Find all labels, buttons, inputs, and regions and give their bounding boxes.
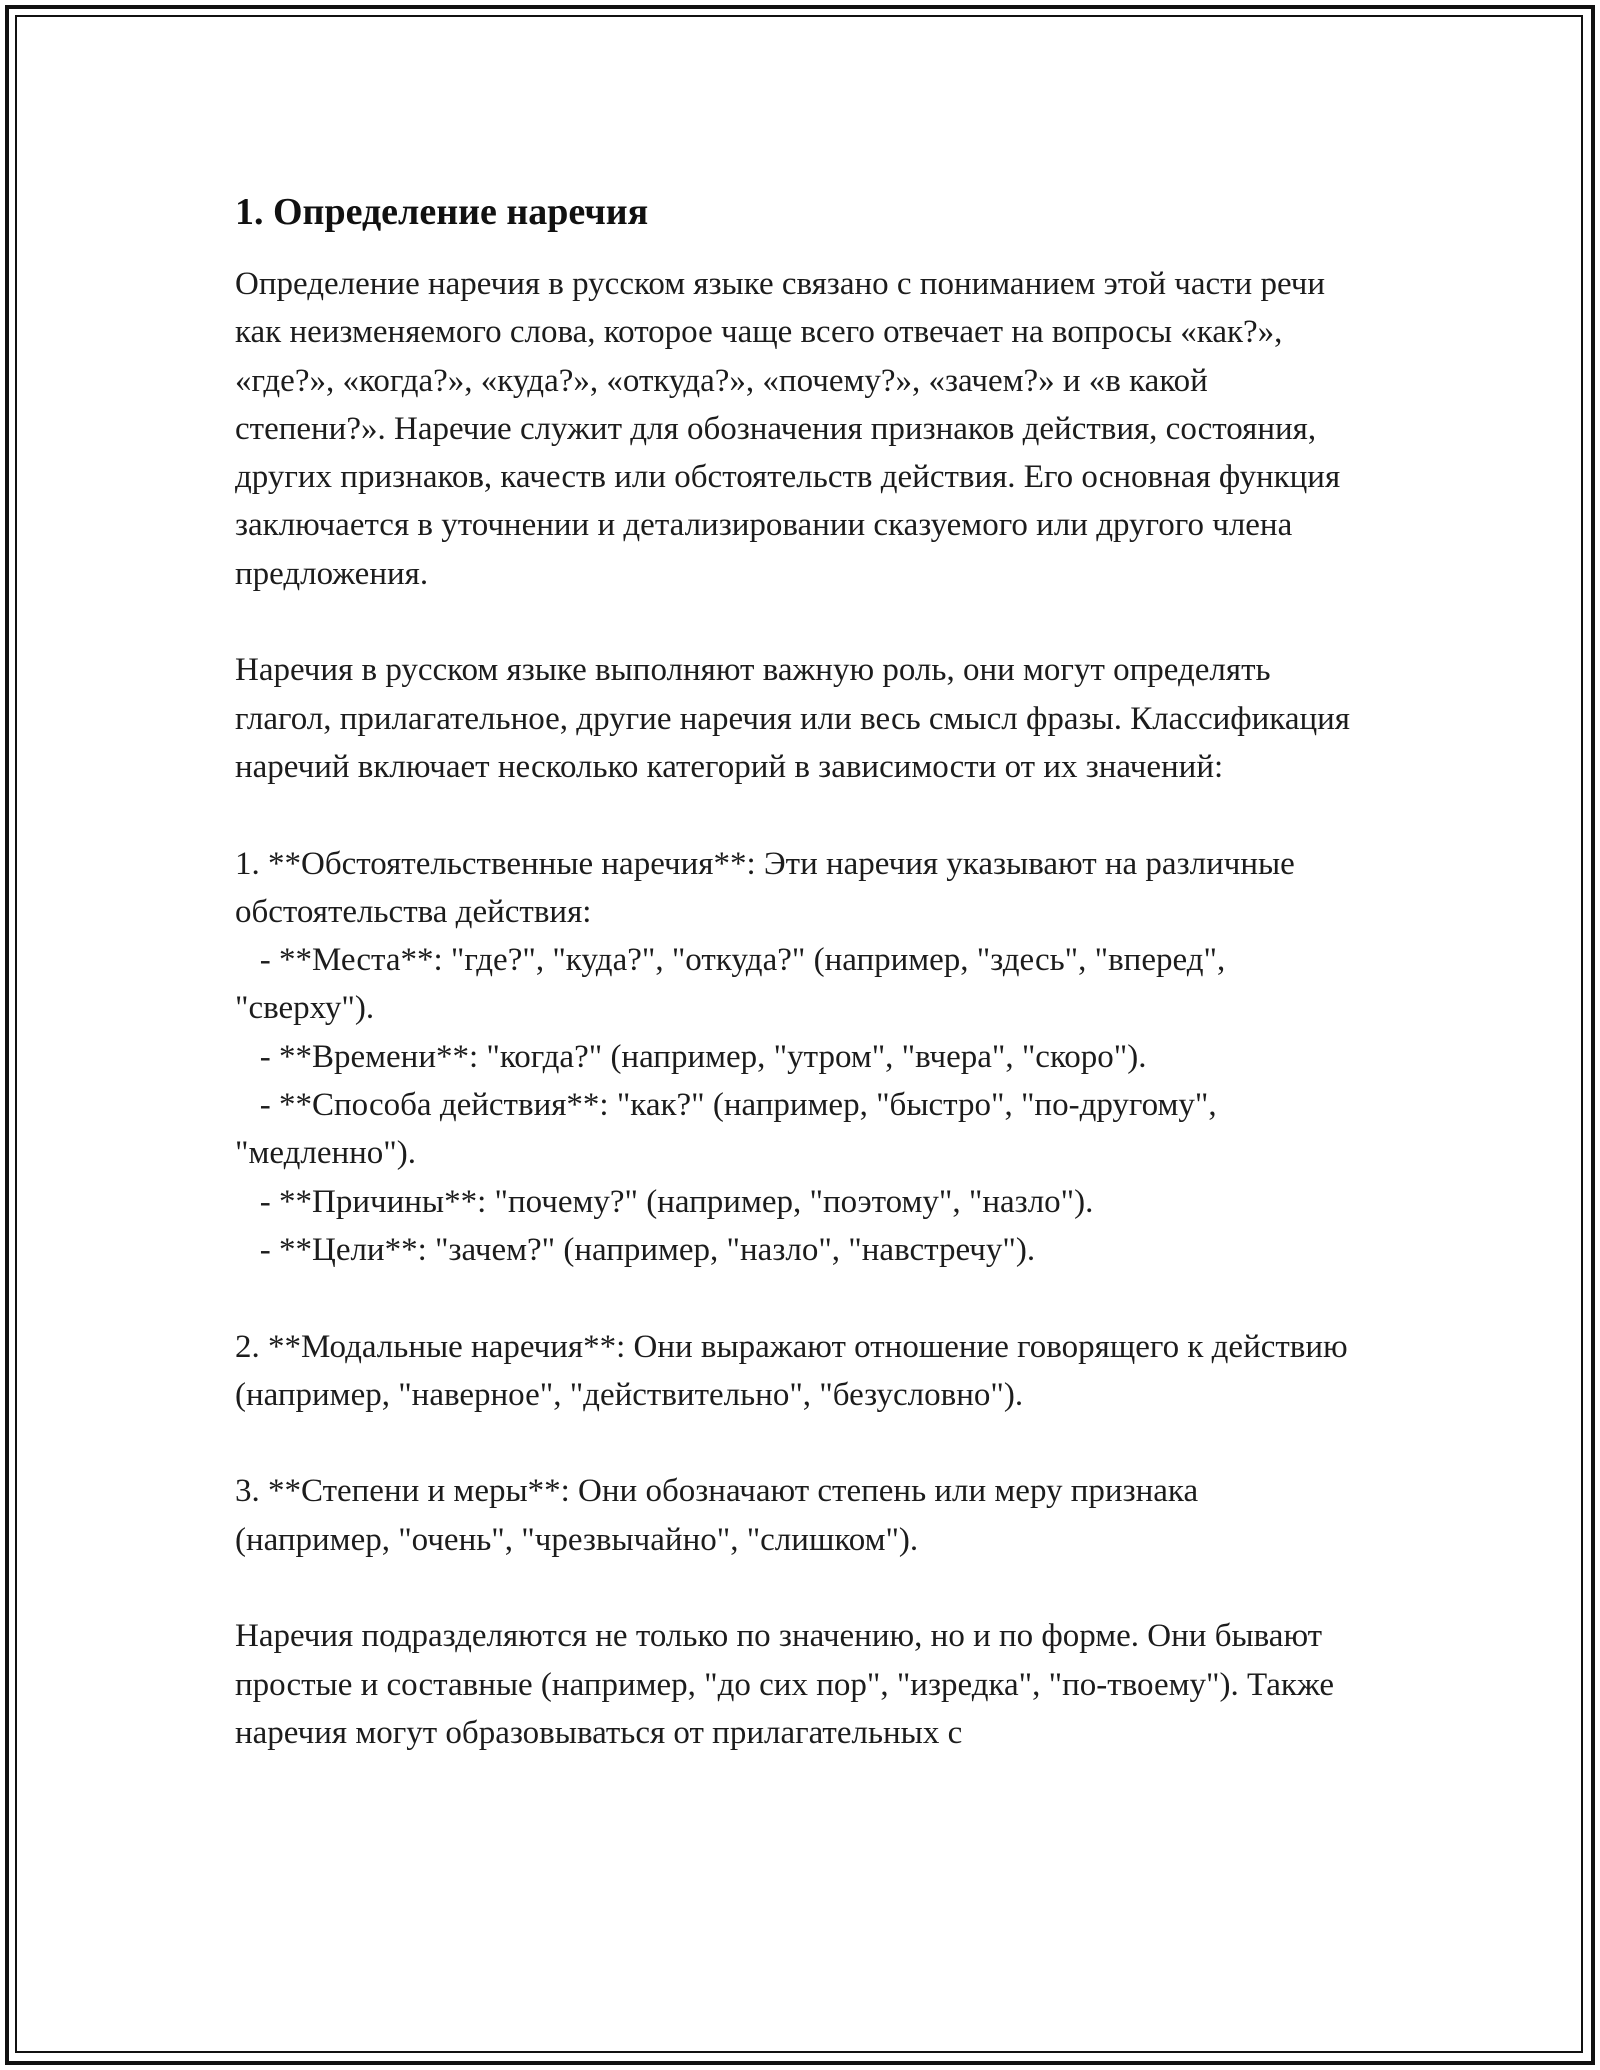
document-body [235,186,1359,1757]
list-item-degree: 3. **Степени и меры**: Они обозначают степень или меру признака (например, "очень", "чрезвычайно", "слишком"). [235,1473,1207,1558]
paragraph-spacer [235,1419,1355,1467]
list-item-circumstantial: 1. **Обстоятельственные наречия**: Эти наречия указывают на различные обстоятельства действия: - **Места**: "где?", "куда?", "откуда?" (например, "здесь", "вперед", "сверху"). - **Времени**: "когда?" (например, "утром", "вчера", "скоро"). - **Способа действия**: "как?" (например, "быстро", "по-другому", "медленно"). - **Причины**: "почему?" (например, "поэтому", "назло"). - **Цели**: "зачем?" (например, "назло", "навстречу"). [235,845,1295,1268]
paragraph-spacer [235,791,1355,839]
paragraph-form: Наречия подразделяются не только по значению, но и по форме. Они бывают простые и составные (например, "до сих пор", "изредка", "по-твоему"). Также наречия могут образовываться от прилагательных с [235,1618,1343,1751]
paragraph-spacer [235,1564,1355,1612]
paragraph-spacer [235,598,1355,646]
section-heading: 1. Определение наречия [235,191,649,233]
paragraph-spacer [235,1274,1355,1322]
paragraph-definition: Определение наречия в русском языке связано с пониманием этой части речи как неизменяемого слова, которое чаще всего отвечает на вопросы «как?», «где?», «когда?», «куда?», «откуда?», «почему?», «зачем?» и «в какой степени?». Наречие служит для обозначения признаков действия, состояния, других признаков, качеств или обстоятельств действия. Его основная функция заключается в уточнении и детализировании сказуемого или другого члена предложения. [235,266,1349,592]
paragraph-role: Наречия в русском языке выполняют важную роль, они могут определять глагол, прилагательное, другие наречия или весь смысл фразы. Классификация наречий включает несколько категорий в зависимости от их значений: [235,652,1359,785]
list-item-modal: 2. **Модальные наречия**: Они выражают отношение говорящего к действию (например, "наверное", "действительно", "безусловно"). [235,1328,1356,1413]
